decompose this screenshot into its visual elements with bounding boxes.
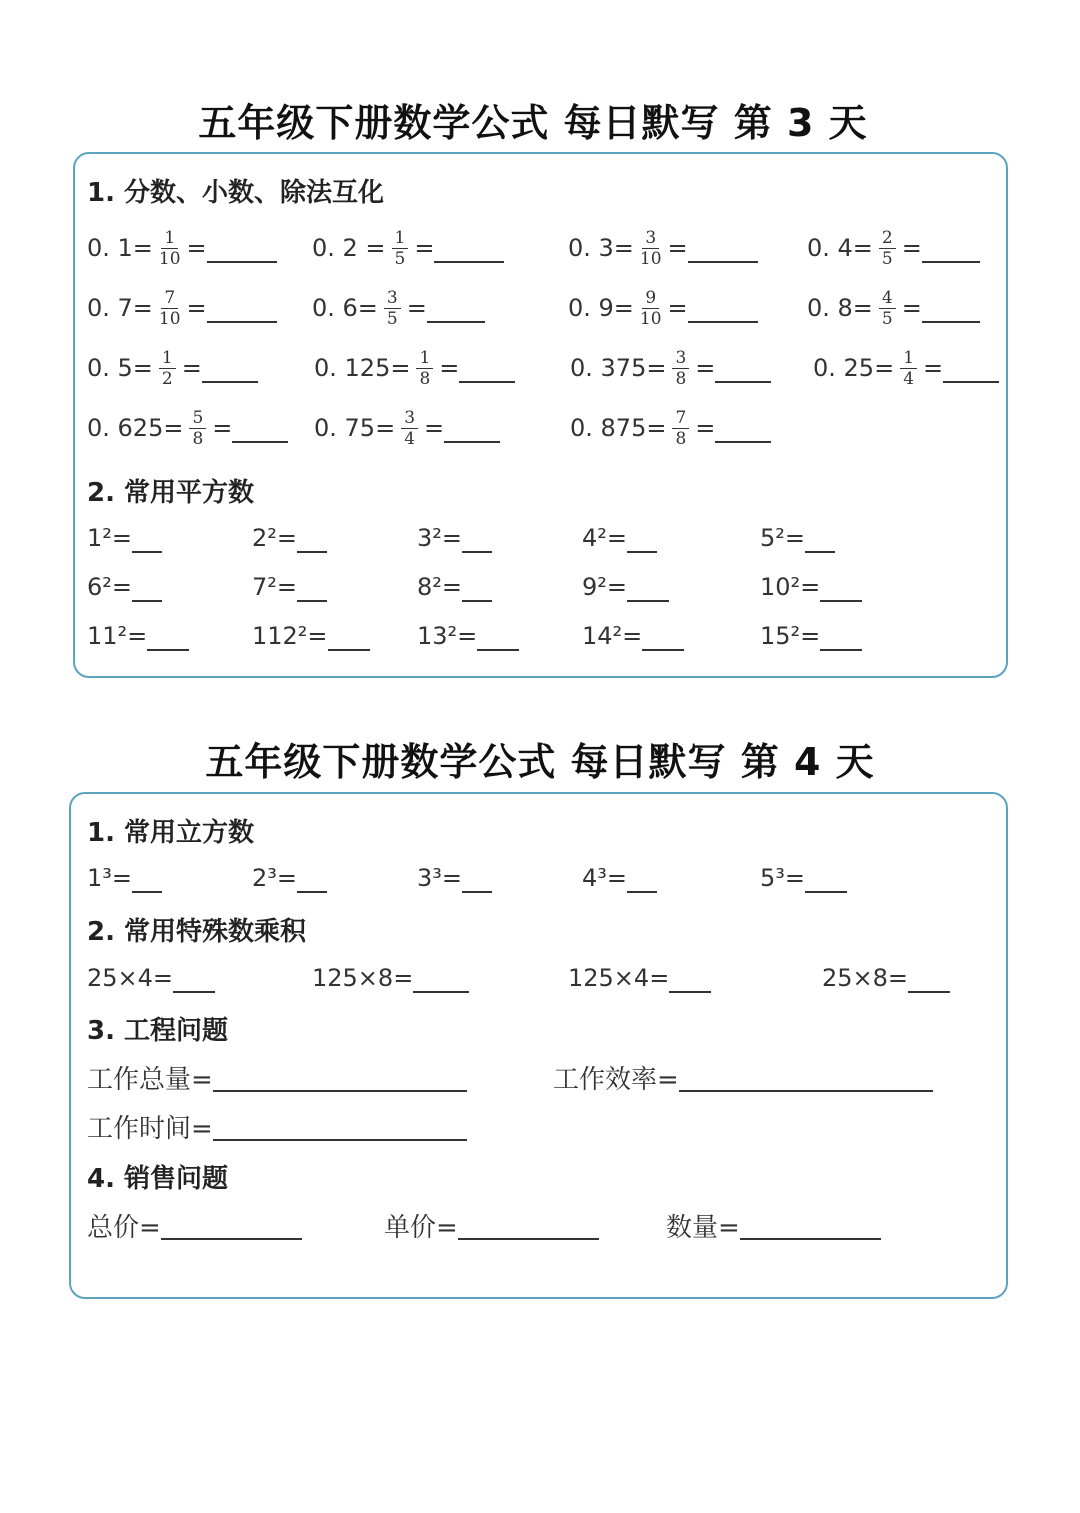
answer-blank[interactable] [458, 1210, 599, 1240]
numerator: 4 [879, 288, 896, 309]
sales-item [384, 1201, 599, 1249]
engineering-label: 工作效率= [553, 1064, 679, 1095]
square-label: 8²= [417, 573, 462, 601]
square-item [252, 514, 327, 562]
engineering-item [87, 1102, 467, 1150]
product-label: 25×8= [822, 964, 909, 992]
denominator: 10 [639, 248, 662, 269]
decimal-label: 0. 375= [570, 354, 667, 382]
cube-item [582, 854, 657, 902]
square-item [252, 563, 327, 611]
day3-title: 五年级下册数学公式 每日默写 第 3 天 [198, 101, 868, 145]
fraction-item [570, 404, 771, 452]
decimal-label: 0. 3= [568, 234, 634, 262]
answer-blank[interactable] [820, 621, 862, 651]
fraction-item [87, 344, 258, 392]
denominator: 2 [161, 368, 173, 389]
product-label: 125×4= [568, 964, 670, 992]
square-label: 5²= [760, 524, 805, 552]
fraction [672, 408, 689, 449]
square-label: 10²= [760, 573, 821, 601]
denominator: 8 [675, 428, 687, 449]
answer-blank[interactable] [297, 863, 327, 893]
fraction-item [807, 284, 980, 332]
day4-section2-heading: 2. 常用特殊数乘积 [87, 917, 307, 947]
cube-label: 5³= [760, 864, 805, 892]
fraction [189, 408, 206, 449]
answer-blank[interactable] [679, 1062, 933, 1092]
answer-blank[interactable] [213, 1111, 467, 1141]
numerator: 3 [384, 288, 401, 309]
square-label: 7²= [252, 573, 297, 601]
numerator: 2 [879, 228, 896, 249]
equals-sign: = [186, 294, 207, 322]
square-label: 1²= [87, 524, 132, 552]
answer-blank[interactable] [173, 963, 215, 993]
numerator: 5 [189, 408, 206, 429]
answer-blank[interactable] [715, 353, 771, 383]
equals-sign: = [901, 294, 922, 322]
engineering-item [87, 1053, 467, 1101]
answer-blank[interactable] [805, 523, 835, 553]
fraction [159, 228, 181, 269]
cube-item [252, 854, 327, 902]
decimal-label: 0. 2 = [312, 234, 386, 262]
fraction [384, 288, 401, 329]
answer-blank[interactable] [202, 353, 258, 383]
cube-label: 4³= [582, 864, 627, 892]
cube-item [760, 854, 847, 902]
answer-blank[interactable] [459, 353, 515, 383]
square-item [760, 563, 862, 611]
answer-blank[interactable] [413, 963, 469, 993]
product-item [568, 954, 711, 1002]
answer-blank[interactable] [462, 523, 492, 553]
decimal-label: 0. 125= [314, 354, 411, 382]
numerator: 1 [159, 348, 176, 369]
equals-sign: = [695, 354, 716, 382]
denominator: 5 [394, 248, 406, 269]
answer-blank[interactable] [669, 963, 711, 993]
decimal-label: 0. 5= [87, 354, 153, 382]
sales-label: 总价= [87, 1212, 161, 1243]
day4-section4-heading: 4. 销售问题 [87, 1164, 229, 1194]
denominator: 8 [675, 368, 687, 389]
square-label: 14²= [582, 622, 643, 650]
answer-blank[interactable] [943, 353, 999, 383]
cube-item [417, 854, 492, 902]
answer-blank[interactable] [462, 572, 492, 602]
square-label: 4²= [582, 524, 627, 552]
fraction [416, 348, 433, 389]
denominator: 5 [881, 308, 893, 329]
answer-blank[interactable] [462, 863, 492, 893]
numerator: 3 [642, 228, 659, 249]
cube-label: 3³= [417, 864, 462, 892]
answer-blank[interactable] [207, 233, 277, 263]
equals-sign: = [414, 234, 435, 262]
day3-section1-heading: 1. 分数、小数、除法互化 [87, 178, 385, 208]
equals-sign: = [439, 354, 460, 382]
product-item [822, 954, 950, 1002]
denominator: 5 [881, 248, 893, 269]
fraction-item [314, 404, 500, 452]
denominator: 10 [639, 308, 662, 329]
fraction-item [87, 404, 288, 452]
answer-blank[interactable] [740, 1210, 881, 1240]
sales-item [87, 1201, 302, 1249]
answer-blank[interactable] [922, 233, 980, 263]
answer-blank[interactable] [922, 293, 980, 323]
answer-blank[interactable] [427, 293, 485, 323]
denominator: 8 [192, 428, 204, 449]
answer-blank[interactable] [627, 863, 657, 893]
fraction [159, 348, 176, 389]
product-label: 125×8= [312, 964, 414, 992]
answer-blank[interactable] [232, 413, 288, 443]
square-item [582, 563, 669, 611]
cube-label: 1³= [87, 864, 132, 892]
square-label: 6²= [87, 573, 132, 601]
decimal-label: 0. 8= [807, 294, 873, 322]
cube-label: 2³= [252, 864, 297, 892]
cube-item [87, 854, 162, 902]
answer-blank[interactable] [147, 621, 189, 651]
square-label: 2²= [252, 524, 297, 552]
denominator: 4 [903, 368, 915, 389]
square-item [87, 612, 189, 660]
square-item [87, 563, 162, 611]
fraction [672, 348, 689, 389]
fraction [640, 228, 662, 269]
decimal-label: 0. 75= [314, 414, 396, 442]
square-item [87, 514, 162, 562]
fraction-item [570, 344, 771, 392]
equals-sign: = [406, 294, 427, 322]
answer-blank[interactable] [688, 233, 758, 263]
fraction [640, 288, 662, 329]
numerator: 3 [672, 348, 689, 369]
engineering-label: 工作时间= [87, 1113, 213, 1144]
numerator: 1 [161, 228, 178, 249]
fraction-item [312, 284, 485, 332]
fraction-item [568, 284, 758, 332]
numerator: 1 [392, 228, 409, 249]
answer-blank[interactable] [908, 963, 950, 993]
equals-sign: = [695, 414, 716, 442]
decimal-label: 0. 6= [312, 294, 378, 322]
square-item [582, 612, 684, 660]
square-label: 11²= [87, 622, 148, 650]
square-item [417, 514, 492, 562]
engineering-label: 工作总量= [87, 1064, 213, 1095]
numerator: 1 [900, 348, 917, 369]
engineering-item [553, 1053, 933, 1101]
square-label: 9²= [582, 573, 627, 601]
square-item [417, 612, 519, 660]
fraction-item [312, 224, 504, 272]
decimal-label: 0. 4= [807, 234, 873, 262]
fraction [879, 228, 896, 269]
sales-item [666, 1201, 881, 1249]
decimal-label: 0. 25= [813, 354, 895, 382]
answer-blank[interactable] [297, 572, 327, 602]
numerator: 3 [401, 408, 418, 429]
answer-blank[interactable] [213, 1062, 467, 1092]
answer-blank[interactable] [132, 863, 162, 893]
equals-sign: = [424, 414, 445, 442]
numerator: 1 [416, 348, 433, 369]
answer-blank[interactable] [627, 523, 657, 553]
equals-sign: = [181, 354, 202, 382]
square-item [252, 612, 370, 660]
equals-sign: = [186, 234, 207, 262]
answer-blank[interactable] [207, 293, 277, 323]
answer-blank[interactable] [820, 572, 862, 602]
fraction-item [314, 344, 515, 392]
square-item [582, 514, 657, 562]
equals-sign: = [212, 414, 233, 442]
denominator: 4 [404, 428, 416, 449]
fraction-item [87, 284, 277, 332]
numerator: 7 [672, 408, 689, 429]
fraction-item [87, 224, 277, 272]
fraction [879, 288, 896, 329]
sales-label: 数量= [666, 1212, 740, 1243]
fraction [401, 408, 418, 449]
decimal-label: 0. 1= [87, 234, 153, 262]
answer-blank[interactable] [161, 1210, 302, 1240]
day3-section2-heading: 2. 常用平方数 [87, 478, 255, 508]
square-label: 13²= [417, 622, 478, 650]
decimal-label: 0. 7= [87, 294, 153, 322]
denominator: 10 [158, 308, 181, 329]
answer-blank[interactable] [627, 572, 669, 602]
answer-blank[interactable] [642, 621, 684, 651]
fraction-item [813, 344, 999, 392]
day4-title: 五年级下册数学公式 每日默写 第 4 天 [205, 740, 875, 784]
equals-sign: = [923, 354, 944, 382]
fraction [159, 288, 181, 329]
answer-blank[interactable] [805, 863, 847, 893]
denominator: 8 [419, 368, 431, 389]
fraction-item [807, 224, 980, 272]
equals-sign: = [667, 234, 688, 262]
equals-sign: = [901, 234, 922, 262]
decimal-label: 0. 9= [568, 294, 634, 322]
answer-blank[interactable] [328, 621, 370, 651]
square-item [760, 612, 862, 660]
fraction-item [568, 224, 758, 272]
answer-blank[interactable] [132, 572, 162, 602]
product-label: 25×4= [87, 964, 174, 992]
day4-section3-heading: 3. 工程问题 [87, 1016, 229, 1046]
product-item [312, 954, 469, 1002]
denominator: 5 [386, 308, 398, 329]
decimal-label: 0. 875= [570, 414, 667, 442]
denominator: 10 [158, 248, 181, 269]
answer-blank[interactable] [444, 413, 500, 443]
decimal-label: 0. 625= [87, 414, 184, 442]
numerator: 7 [161, 288, 178, 309]
square-item [417, 563, 492, 611]
day4-section1-heading: 1. 常用立方数 [87, 818, 255, 848]
answer-blank[interactable] [434, 233, 504, 263]
answer-blank[interactable] [715, 413, 771, 443]
fraction [392, 228, 409, 269]
product-item [87, 954, 215, 1002]
answer-blank[interactable] [477, 621, 519, 651]
square-item [760, 514, 835, 562]
numerator: 9 [642, 288, 659, 309]
answer-blank[interactable] [688, 293, 758, 323]
square-label: 112²= [252, 622, 328, 650]
answer-blank[interactable] [297, 523, 327, 553]
square-label: 15²= [760, 622, 821, 650]
equals-sign: = [667, 294, 688, 322]
sales-label: 单价= [384, 1212, 458, 1243]
fraction [900, 348, 917, 389]
answer-blank[interactable] [132, 523, 162, 553]
square-label: 3²= [417, 524, 462, 552]
